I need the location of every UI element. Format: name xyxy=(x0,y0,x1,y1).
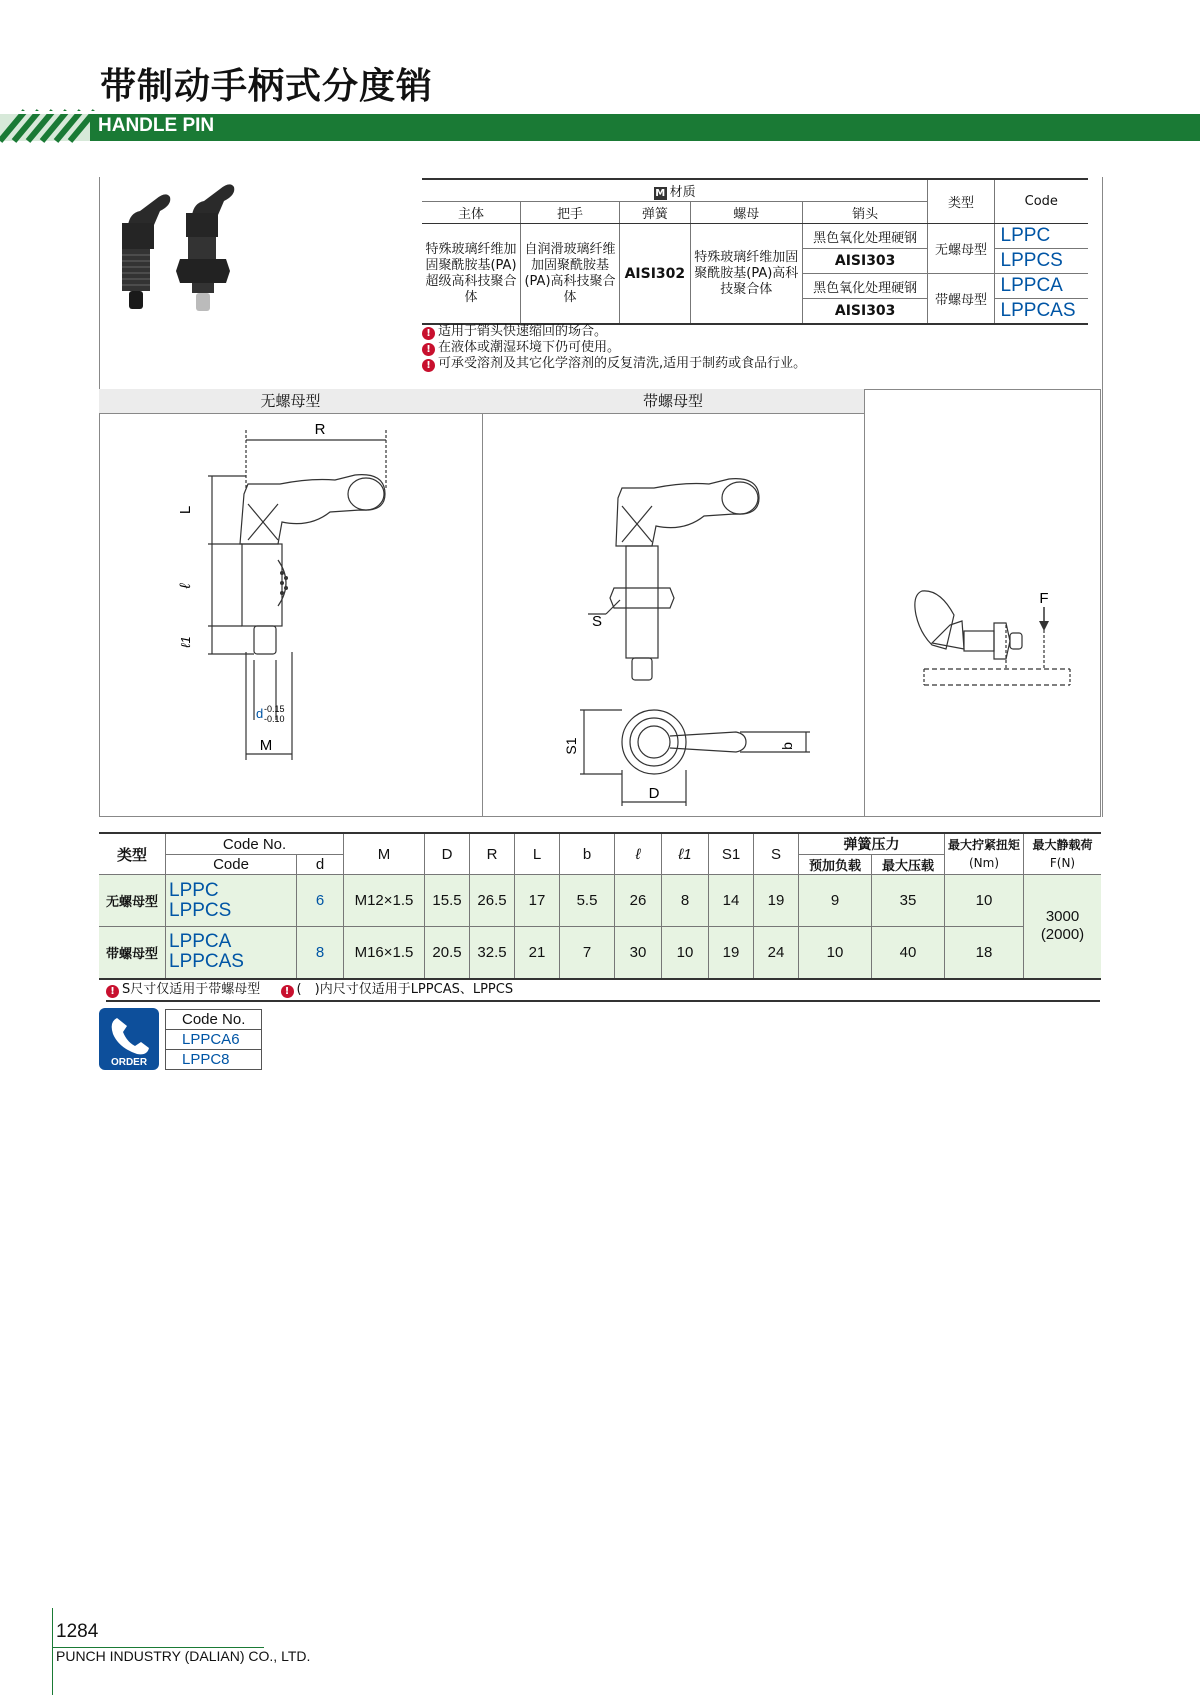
dim-ell1-label: ℓ1 xyxy=(178,636,193,648)
spec-h-r: R xyxy=(470,833,515,875)
spec-h-d2: D xyxy=(425,833,470,875)
spec-h-s: S xyxy=(754,833,799,875)
pin-photo-2 xyxy=(176,184,234,311)
code-lppcs: LPPCS xyxy=(994,249,1088,274)
spec-code-cell: LPPC LPPCS xyxy=(166,875,297,927)
spec-h-preload: 预加负载 xyxy=(799,855,872,875)
spec-h-codeno: Code No. xyxy=(166,833,344,855)
spec-h-spring: 弹簧压力 xyxy=(799,833,945,855)
spec-table xyxy=(99,832,1101,980)
materials-label: 材质 xyxy=(669,185,696,200)
material-pin-3: 黑色氧化处理硬钢 xyxy=(802,274,927,299)
table-row: 无螺母型 LPPC LPPCS 6 M12×1.5 15.5 26.5 17 5.5 26 8 14 19 9 35 10 3000 (2000) xyxy=(99,875,1101,927)
spec-h-load: 最大静载荷 F(N) xyxy=(1024,833,1102,875)
order-table xyxy=(165,1009,262,1070)
drawing-mid-title: 带螺母型 xyxy=(482,389,864,414)
material-pin-1: 黑色氧化处理硬钢 xyxy=(802,224,927,249)
order-item[interactable]: LPPC8 xyxy=(166,1050,262,1070)
type-no-nut: 无螺母型 xyxy=(928,224,994,274)
dim-b-label: b xyxy=(779,742,795,750)
spec-h-s1: S1 xyxy=(709,833,754,875)
spec-h-m: M xyxy=(344,833,425,875)
spec-h-ell1: ℓ1 xyxy=(662,833,709,875)
phone-icon xyxy=(99,1008,159,1070)
table-row: 带螺母型 LPPCA LPPCAS 8 M16×1.5 20.5 32.5 21 7 30 10 19 24 10 40 18 xyxy=(99,927,1101,979)
product-photo xyxy=(110,175,270,315)
code-lppcas: LPPCAS xyxy=(994,299,1088,325)
alert-icon: ! xyxy=(422,327,435,340)
company-name: PUNCH INDUSTRY (DALIAN) CO., LTD. xyxy=(56,1648,311,1664)
alert-icon: ! xyxy=(106,985,119,998)
note-item: ! 在液体或潮湿环境下仍可使用。 xyxy=(422,340,806,356)
spec-h-ell: ℓ xyxy=(615,833,662,875)
code-header: Code xyxy=(994,179,1088,224)
material-handle: 自润滑玻璃纤维加固聚酰胺基(PA)高科技聚合体 xyxy=(521,224,620,325)
type-header: 类型 xyxy=(928,179,994,224)
col-pin: 销头 xyxy=(802,202,927,224)
dim-m-label: M xyxy=(259,737,273,754)
dim-d-label: d xyxy=(256,706,264,721)
type-with-nut: 带螺母型 xyxy=(928,274,994,325)
page-title: 带制动手柄式分度销 xyxy=(100,66,434,107)
dim-s1-label: S1 xyxy=(563,737,579,755)
alert-icon: ! xyxy=(281,985,294,998)
dim-tol-top: -0.15 xyxy=(264,704,285,714)
order-item[interactable]: LPPCA6 xyxy=(166,1030,262,1050)
spec-code-cell: LPPCA LPPCAS xyxy=(166,927,297,979)
order-header: Code No. xyxy=(166,1010,262,1030)
code-lppc: LPPC xyxy=(994,224,1088,249)
materials-table: M 材质 类型 Code 主体 把手 弹簧 螺母 销头 特殊玻璃纤维加固聚酰胺基(PA)超级高科技聚合体 自润滑玻璃纤维加固聚酰胺基(PA)高科技聚合体 AISI302 特殊玻璃纤维加固聚酰胺基(PA)高科技聚合体 黑色氧化处理硬钢 无螺母型 LPPC AISI303 LPPCS 黑色氧化处理硬钢 带螺母型 LPPCA AISI303 LPPCAS xyxy=(422,178,1088,325)
svg-text:ORDER: ORDER xyxy=(110,1057,148,1068)
page-number: 1284 xyxy=(56,1621,99,1642)
order-icon xyxy=(99,1008,159,1070)
material-body: 特殊玻璃纤维加固聚酰胺基(PA)超级高科技聚合体 xyxy=(425,241,517,305)
spec-h-torque: 最大拧紧扭矩 (Nm) xyxy=(945,833,1024,875)
dim-r-label: R xyxy=(314,421,326,438)
spec-h-l: L xyxy=(515,833,560,875)
pin-photo-1 xyxy=(122,194,170,309)
col-spring: 弹簧 xyxy=(620,202,691,224)
spec-h-type: 类型 xyxy=(99,833,166,875)
drawing-with-nut xyxy=(563,470,820,810)
dim-s-label: S xyxy=(592,613,603,630)
note-item: ! 适用于销头快速缩回的场合。 xyxy=(422,324,806,340)
page-subtitle: HANDLE PIN xyxy=(98,115,215,136)
material-pin-2: AISI303 xyxy=(802,249,927,274)
col-body: 主体 xyxy=(422,202,521,224)
material-nut: 特殊玻璃纤维加固聚酰胺基(PA)高科技聚合体 xyxy=(690,224,802,325)
dim-l-label: L xyxy=(177,505,194,515)
spec-h-code: Code xyxy=(166,855,297,875)
table-notes: ! S尺寸仅适用于带螺母型 ! ( )内尺寸仅适用于LPPCAS、LPPCS xyxy=(106,978,1100,1002)
spec-h-b: b xyxy=(560,833,615,875)
code-lppca: LPPCA xyxy=(994,274,1088,299)
spec-load-cell: 3000 (2000) xyxy=(1024,875,1102,979)
spec-h-maxload: 最大压载 xyxy=(872,855,945,875)
spec-h-d: d xyxy=(297,855,344,875)
dim-ell-label: ℓ xyxy=(177,583,194,589)
col-nut: 螺母 xyxy=(690,202,802,224)
col-handle: 把手 xyxy=(521,202,620,224)
drawing-left-title: 无螺母型 xyxy=(99,389,482,414)
material-spring: AISI302 xyxy=(620,224,691,325)
alert-icon: ! xyxy=(422,343,435,356)
dim-tol-bot: -0.10 xyxy=(264,714,285,724)
drawing-load xyxy=(910,585,1080,735)
dim-dd-label: D xyxy=(648,785,660,802)
notes xyxy=(422,324,806,372)
drawing-no-nut xyxy=(170,420,410,780)
alert-icon: ! xyxy=(422,359,435,372)
force-label: F xyxy=(1039,590,1049,607)
footer-vline xyxy=(52,1608,53,1695)
note-item: ! 可承受溶剂及其它化学溶剂的反复清洗,适用于制药或食品行业。 xyxy=(422,356,806,372)
material-pin-4: AISI303 xyxy=(802,299,927,325)
